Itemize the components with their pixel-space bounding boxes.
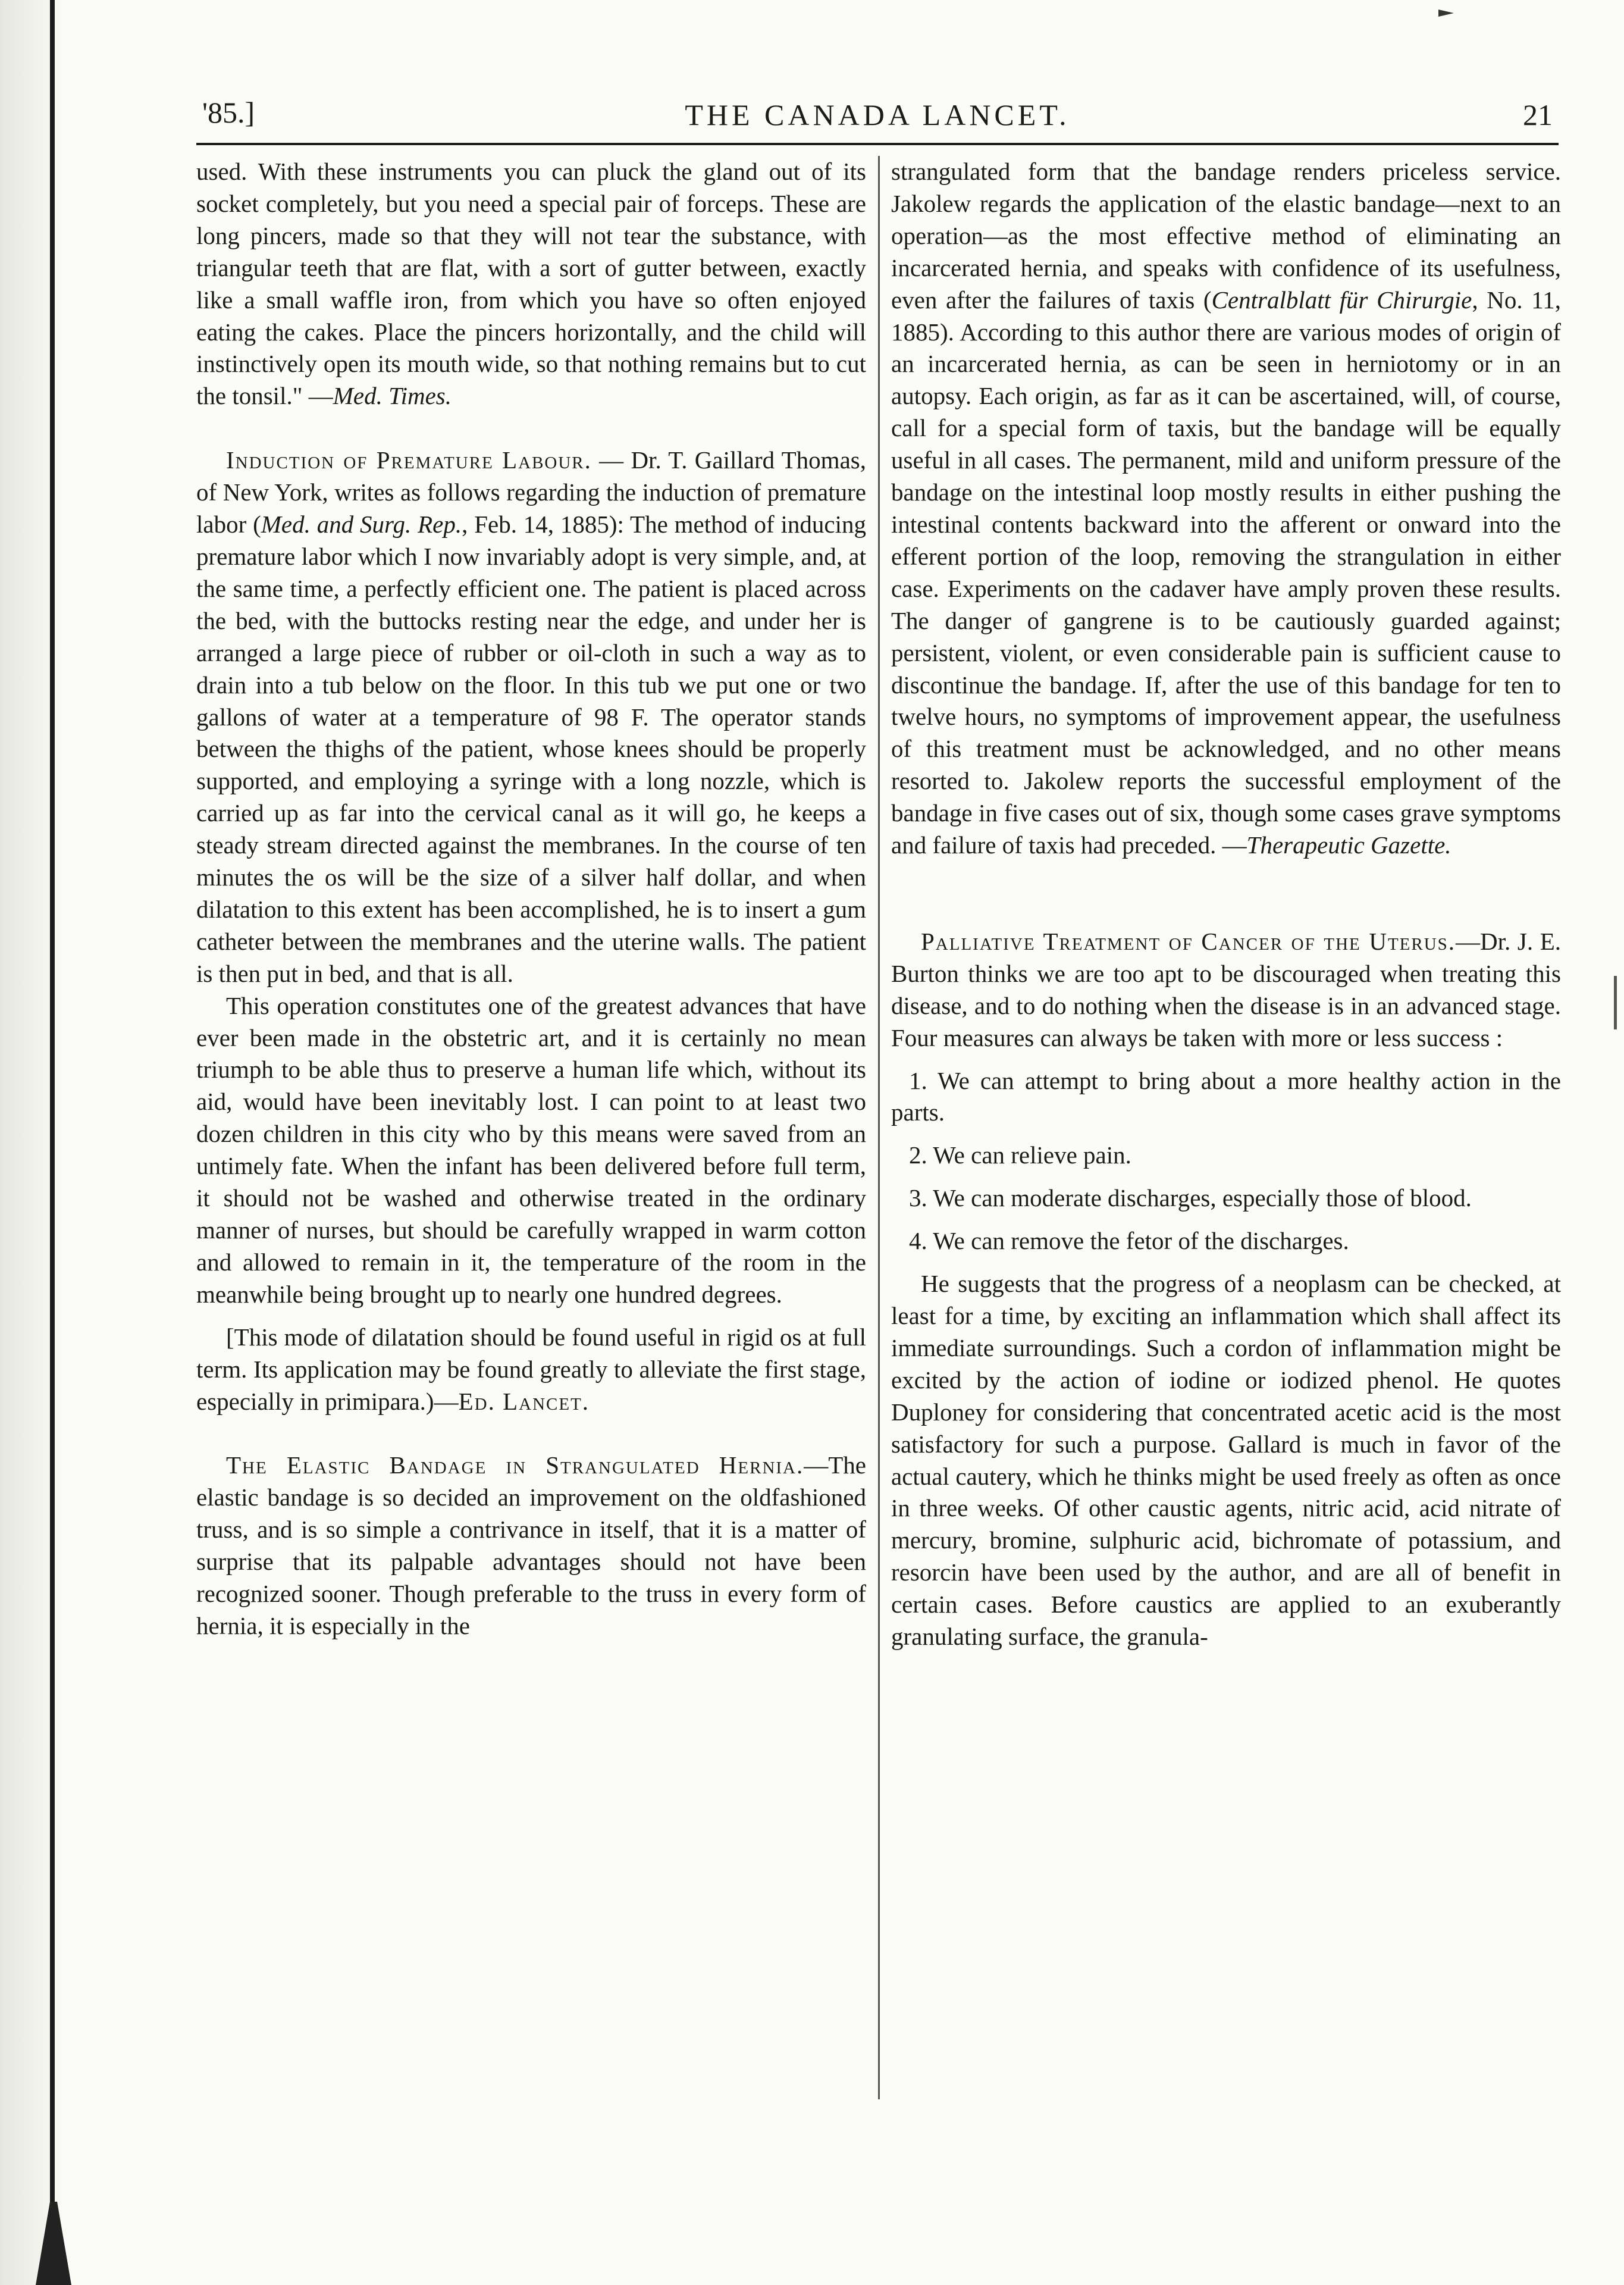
left-column: [196, 156, 866, 2120]
journal-title: THE CANADA LANCET.: [685, 98, 1070, 132]
scan-edge-shadow: [0, 0, 65, 2285]
page-number: 21: [1523, 98, 1553, 132]
list-item: 3. We can moderate discharges, especially those of blood.: [909, 1184, 1472, 1212]
elastic-bandage-heading: The Elastic Bandage in Strangulated Hernia.: [226, 1451, 804, 1479]
induction-paragraph: Induction of Premature Labour. — Dr. T. Gaillard Thomas, of New York, writes as follows regarding the induction of premature labor (Med. and Surg. Rep., Feb. 14, 1885): The method of inducing premature labor which I now invariably adopt is very simple, and, at the same time, a perfectly efficient one. The patient is placed across the bed, with the buttocks resting near the edge, and under her is arranged a large piece of rubber or oil-cloth in such a way as to drain into a tub below on the floor. In this tub we put one or two gallons of water at a temperature of 98 F. The operator stands between the thighs of the patient, whose knees should be properly supported, and employing a syringe with a long nozzle, which is carried up as far into the cervical canal as it will go, he keeps a steady stream directed against the membranes. In the course of ten minutes the os will be the size of a silver half dollar, and when dilatation to this extent has been accomplished, he is to insert a gum catheter between the membranes and the uterine walls. The patient is then put in bed, and that is all.: [196, 446, 866, 987]
induction-heading: Induction of Premature Labour.: [226, 446, 592, 474]
column-divider: [878, 156, 880, 2099]
list-item: 4. We can remove the fetor of the discharges.: [909, 1227, 1349, 1255]
palliative-paragraph: Palliative Treatment of Cancer of the Uterus.—Dr. J. E. Burton thinks we are too apt to be discouraged when treating this disease, and to do nothing when the disease is in an advanced stage. Four measures can always be taken with more or less success :: [891, 927, 1561, 1051]
elastic-bandage-continuation: strangulated form that the bandage renders priceless service. Jakolew regards the application of the elastic bandage—next to an operation—as the most effective method of eliminating an incarcerated hernia, and speaks with confidence of its usefulness, even after the failures of taxis (Centralblatt für Chirurgie, No. 11, 1885). According to this author there are various modes of origin of an incarcerated hernia, as can be seen in herniotomy or in an autopsy. Each origin, as far as it can be ascertained, will, of course, call for a special form of taxis, but the bandage will be equally useful in all cases. The permanent, mild and uniform pressure of the bandage on the intestinal loop mostly results in either pushing the intestinal contents backward into the afferent or onward into the efferent portion of the loop, removing the strangulation in either case. Experiments on the cadaver have amply proven these results. The danger of gangrene is to be cautiously guarded against; persistent, violent, or even considerable pain is sufficient cause to discontinue the bandage. If, after the use of this bandage for ten to twelve hours, no symptoms of improvement appear, the usefulness of this treatment must be acknowledged, and no other means resorted to. Jakolew reports the successful employment of the bandage in five cases out of six, though some cases grave symptoms and failure of taxis had preceded. —Therapeutic Gazette.: [891, 158, 1561, 859]
source-med-times: Med. Times.: [333, 382, 452, 410]
palliative-paragraph-2: He suggests that the progress of a neoplasm can be checked, at least for a time, by exciting an inflammation which shall affect its immediate surroundings. Such a cordon of inflammation might be excited by the action of iodine or iodized phenol. He quotes Duploney for considering that concentrated acetic acid is the most satisfactory for such a purpose. Gallard is much in favor of the actual cautery, which he thinks might be used freely as often as once in three weeks. Of other caustic agents, nitric acid, acid nitrate of mercury, bromine, sulphuric acid, bichromate of potassium, and resorcin have been used by the author, and are all of benefit in certain cases. Before caustics are applied to an exuberantly granulating surface, the granula-: [891, 1270, 1561, 1651]
running-header: [196, 95, 1559, 143]
elastic-bandage-paragraph: The Elastic Bandage in Strangulated Hernia.—The elastic bandage is so decided an improvement on the oldfashioned truss, and is so simple a contrivance in itself, that it is a matter of surprise that its palpable advantages should not have been recognized sooner. Though preferable to the truss in every form of hernia, it is especially in the: [196, 1451, 866, 1639]
induction-paragraph-2: This operation constitutes one of the greatest advances that have ever been made in the obstetric art, and it is certainly no mean triumph to be able thus to preserve a human life which, without its aid, would have been inevitably lost. I can point to at least two dozen children in this city who by this means were saved from an untimely fate. When the infant has been delivered before full term, it should not be washed and otherwise treated in the ordinary manner of nurses, but should be carefully wrapped in warm cotton and allowed to remain in it, the temperature of the room in the meanwhile being brought up to nearly one hundred degrees.: [196, 991, 866, 1308]
right-column: [891, 156, 1561, 2120]
citation-centralblatt: Centralblatt für Chirurgie: [1211, 286, 1472, 314]
margin-mark: [1614, 976, 1617, 1029]
header-year: '85.]: [202, 96, 255, 129]
list-item: 1. We can attempt to bring about a more healthy action in the parts.: [891, 1066, 1561, 1126]
citation-med-surg-rep: Med. and Surg. Rep.: [261, 511, 462, 539]
editor-signature: Ed. Lancet.: [458, 1387, 590, 1415]
list-item: 2. We can relieve pain.: [909, 1141, 1131, 1169]
corner-mark: [1438, 10, 1454, 17]
editor-note: [This mode of dilatation should be found useful in rigid os at full term. Its application may be found greatly to alleviate the first stage, especially in primipara.)—Ed. Lancet.: [196, 1323, 866, 1415]
header-rule: [196, 143, 1559, 145]
book-spine-line: [50, 0, 55, 2285]
source-therapeutic-gazette: Therapeutic Gazette.: [1246, 831, 1451, 859]
palliative-heading: Palliative Treatment of Cancer of the Uterus.: [921, 927, 1456, 955]
tonsil-paragraph: used. With these instruments you can pluck the gland out of its socket completely, but you need a special pair of forceps. These are long pincers, made so that they will not tear the substance, with triangular teeth that are flat, with a sort of gutter between, exactly like a small waffle iron, from which you have so often enjoyed eating the cakes. Place the pincers horizontally, and the child will instinctively open its mouth wide, so that nothing remains but to cut the tonsil." —Med. Times.: [196, 158, 866, 410]
